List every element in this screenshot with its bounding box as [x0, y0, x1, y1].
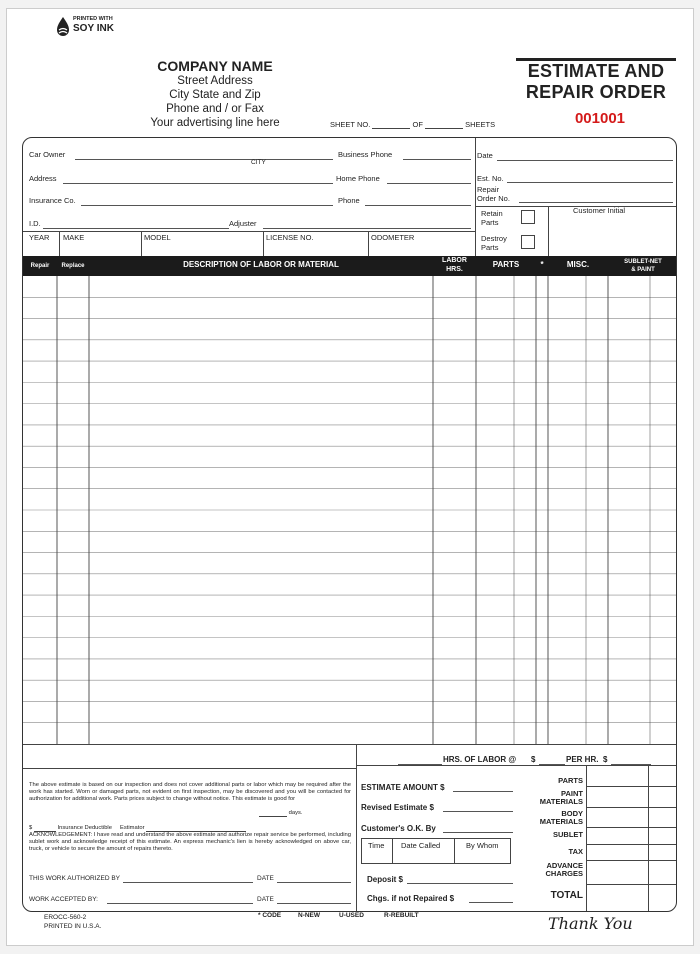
company-advert: Your advertising line here	[150, 117, 280, 129]
address-field[interactable]	[63, 183, 333, 184]
days-text: days.	[288, 810, 303, 816]
authorized-by-field[interactable]	[123, 882, 253, 883]
advance-label: ADVANCE	[546, 861, 583, 870]
order-no-label: Order No.	[477, 194, 510, 203]
tax-label: TAX	[568, 847, 583, 856]
estimate-amount-label: ESTIMATE AMOUNT $	[361, 783, 445, 792]
accepted-date-label: DATE	[257, 896, 274, 903]
deductible-label: Insurance Deductible	[57, 825, 112, 831]
authorized-by-label: THIS WORK AUTHORIZED BY	[29, 875, 121, 882]
est-no-label: Est. No.	[477, 174, 504, 183]
business-phone-field[interactable]	[403, 159, 471, 160]
destroy-parts-checkbox[interactable]	[521, 235, 535, 249]
estimate-amount-field[interactable]	[453, 791, 513, 792]
year-label: YEAR	[29, 233, 50, 242]
est-no-field[interactable]	[507, 182, 673, 183]
authorized-date-label: DATE	[257, 875, 274, 882]
make-label: MAKE	[63, 233, 85, 242]
col-labor-hrs: HRS.	[446, 266, 463, 273]
retain-parts-checkbox[interactable]	[521, 210, 535, 224]
rate-dollar: $	[531, 755, 536, 764]
col-parts: PARTS	[492, 260, 520, 269]
paint-label: PAINT	[561, 789, 583, 798]
legend-code: * CODE	[258, 912, 282, 919]
model-label: MODEL	[144, 233, 171, 242]
form-title	[516, 58, 676, 104]
labor-total-field[interactable]	[611, 764, 651, 765]
id-field[interactable]	[43, 228, 229, 229]
printed-usa: PRINTED IN U.S.A.	[44, 923, 102, 930]
repair-label: Repair	[477, 185, 500, 194]
insurance-label: Insurance Co.	[29, 196, 76, 205]
sheet-no-field[interactable]	[372, 121, 410, 129]
col-replace: Replace	[61, 263, 85, 269]
disclaimer-text: The above estimate is based on our inspection and does not cover additional parts or labor which may be required after the work has started. Worn or damaged parts, not evident on first inspection, may be discovered and you will be contacted for authorization for additional work. Parts prices subject to change without notice. This estimate is good for	[29, 782, 351, 802]
phone-field[interactable]	[365, 205, 471, 206]
repair-order-field[interactable]	[519, 202, 673, 203]
revised-estimate-label: Revised Estimate $	[361, 803, 434, 812]
col-labor: LABOR	[442, 257, 467, 264]
company-street: Street Address	[177, 75, 253, 87]
body-label: BODY	[561, 809, 583, 818]
odometer-label: ODOMETER	[371, 233, 415, 242]
phone-label: Phone	[338, 196, 360, 205]
accepted-by-label: WORK ACCEPTED BY:	[29, 896, 98, 903]
title-line2: REPAIR ORDER	[525, 82, 667, 102]
legend-used: U-USED	[339, 912, 364, 919]
advance-charges-label: CHARGES	[545, 869, 583, 878]
sheets-label: SHEETS	[465, 120, 496, 129]
deductible-line	[29, 825, 351, 832]
date-called-label: Date Called	[401, 841, 441, 850]
labor-total-dollar: $	[603, 755, 608, 764]
order-number: 001001	[574, 110, 626, 127]
logo-line2: SOY INK	[73, 23, 114, 34]
chgs-label: Chgs. if not Repaired $	[367, 894, 455, 903]
deposit-field[interactable]	[407, 883, 513, 884]
adjuster-field[interactable]	[263, 228, 471, 229]
car-owner-field[interactable]	[75, 159, 333, 160]
home-phone-label: Home Phone	[336, 174, 380, 183]
time-label: Time	[368, 841, 385, 850]
company-name: COMPANY NAME	[157, 58, 273, 74]
col-sublet: SUBLET-NET	[624, 259, 662, 265]
accepted-by-field[interactable]	[107, 903, 253, 904]
customer-initial-label: Customer Initial	[573, 206, 626, 215]
retain-label: Retain	[481, 209, 503, 218]
by-whom-label: By Whom	[466, 841, 499, 850]
business-phone-label: Business Phone	[338, 150, 393, 159]
company-city: City State and Zip	[169, 89, 261, 101]
home-phone-field[interactable]	[387, 183, 471, 184]
logo-line1: PRINTED WITH	[73, 16, 113, 22]
estimate-form	[22, 137, 677, 912]
form-code: EROCC-560-2	[44, 914, 87, 921]
col-sublet-paint: & PAINT	[631, 267, 655, 273]
company-block	[130, 58, 300, 130]
hrs-of-labor-label: HRS. OF LABOR @	[443, 755, 517, 764]
city-label: CITY	[251, 159, 266, 166]
legend-rebuilt: R-REBUILT	[384, 912, 419, 919]
address-label: Address	[29, 174, 57, 183]
customer-ok-label: Customer's O.K. By	[361, 824, 436, 833]
thank-you-script: Thank You	[548, 914, 633, 933]
sheet-number-line	[330, 120, 495, 129]
deductible-dollar: $	[29, 825, 33, 831]
hrs-of-labor-field[interactable]	[398, 764, 442, 765]
insurance-field[interactable]	[81, 205, 333, 206]
col-code: *	[540, 260, 544, 269]
customer-ok-field[interactable]	[443, 832, 513, 833]
chgs-field[interactable]	[469, 902, 513, 903]
license-label: LICENSE NO.	[266, 233, 314, 242]
accepted-date-field[interactable]	[277, 903, 351, 904]
col-description: DESCRIPTION OF LABOR OR MATERIAL	[183, 260, 339, 269]
soy-ink-logo	[55, 14, 119, 42]
adjuster-label: Adjuster	[229, 219, 257, 228]
sheet-total-field[interactable]	[425, 121, 463, 129]
days-field[interactable]	[259, 811, 287, 817]
destroy-parts-label: Parts	[481, 243, 499, 252]
line-item-grid[interactable]	[23, 276, 677, 744]
destroy-label: Destroy	[481, 234, 507, 243]
sheet-no-label: SHEET NO.	[330, 120, 371, 129]
body-materials-label: MATERIALS	[539, 817, 583, 826]
retain-parts-label: Parts	[481, 218, 499, 227]
soy-drop-icon	[55, 16, 71, 38]
parts-total-label: PARTS	[558, 776, 583, 785]
company-phone: Phone and / or Fax	[166, 103, 264, 115]
date-label: Date	[477, 151, 493, 160]
total-label: TOTAL	[550, 890, 583, 901]
sheet-of-label: OF	[412, 120, 423, 129]
estimator-label: Estimator	[120, 825, 145, 831]
call-log-box	[361, 838, 511, 864]
days-label	[259, 810, 319, 817]
column-header-bar	[23, 256, 676, 276]
car-owner-label: Car Owner	[29, 150, 66, 159]
col-repair: Repair	[30, 263, 50, 269]
paint-materials-label: MATERIALS	[539, 797, 583, 806]
per-hr-label: PER HR.	[566, 755, 599, 764]
rate-field[interactable]	[539, 764, 565, 765]
date-field[interactable]	[497, 160, 673, 161]
revised-estimate-field[interactable]	[443, 811, 513, 812]
title-line1: ESTIMATE AND	[527, 61, 665, 81]
legend-new: N-NEW	[298, 912, 321, 919]
col-misc: MISC.	[566, 260, 590, 269]
id-label: I.D.	[29, 219, 41, 228]
acknowledgement-text: ACKNOWLEDGEMENT: I have read and understand the above estimate and authorize repair service be performed, including sublet work and acknowledge receipt of this estimate. An express mechanic's lien is hereby acknowledged on above car, truck, or vehicle to secure the amount of repairs thereto.	[29, 832, 351, 852]
deposit-label: Deposit $	[367, 875, 404, 884]
sublet-label: SUBLET	[553, 830, 583, 839]
authorized-date-field[interactable]	[277, 882, 351, 883]
